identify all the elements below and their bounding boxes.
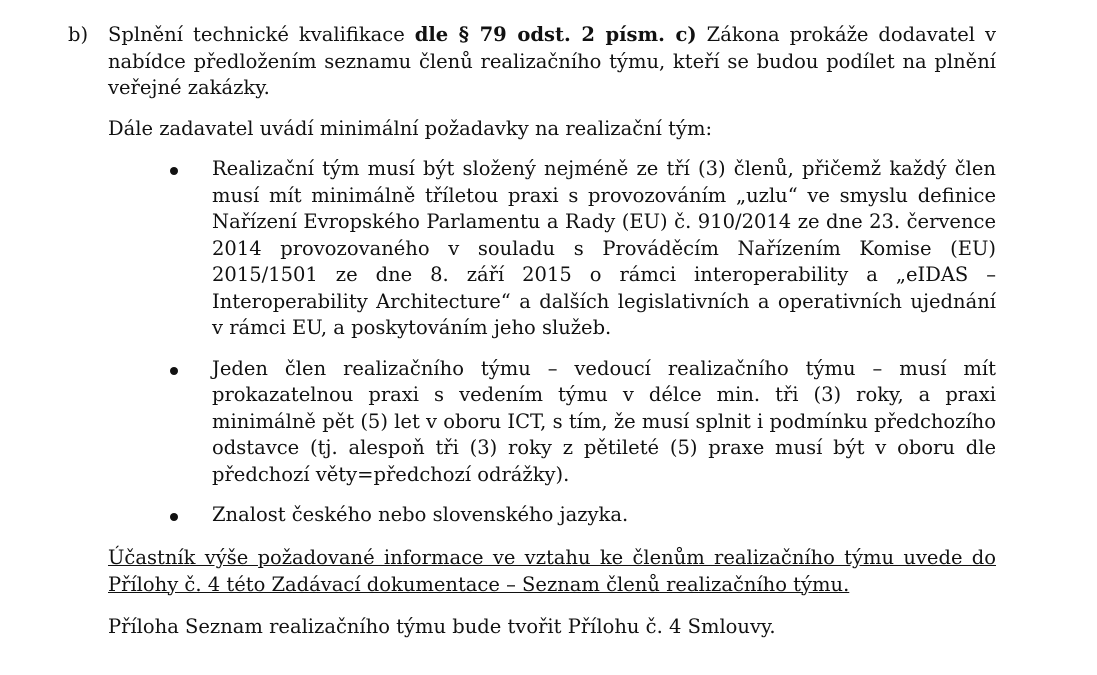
legal-reference-bold: dle § 79 odst. 2 písm. c)	[414, 23, 697, 46]
annex-note: Příloha Seznam realizačního týmu bude tvořit Přílohu č. 4 Smlouvy.	[108, 615, 776, 638]
list-item-text: Znalost českého nebo slovenského jazyka.	[212, 503, 629, 526]
list-item	[170, 156, 996, 342]
list-item	[170, 356, 996, 489]
technical-qualification-paragraph	[108, 22, 996, 102]
paragraph-text-start: Splnění technické kvalifikace	[108, 23, 415, 46]
paragraph-text-end: Zákona prokáže dodavatel v nabídce předložením seznamu členů realizačního týmu, kteří se budou podílet na plnění veřejné zakázky.	[108, 23, 996, 99]
requirements-list	[170, 156, 996, 543]
bullet-icon	[170, 167, 178, 175]
section-marker: b)	[68, 23, 89, 46]
list-item	[170, 502, 996, 529]
bullet-icon	[170, 513, 178, 521]
bullet-icon	[170, 367, 178, 375]
list-item-text: Realizační tým musí být složený nejméně ze tří (3) členů, přičemž každý člen musí mít minimálně tříletou praxi s provozováním „uzlu“ ve smyslu definice Nařízení Evropského Parlamentu a Rady (EU) č. 910/2014 ze dne 23. července 2014 provozovaného v souladu s Prováděcím Nařízením Komise (EU) 2015/1501 ze dne 8. září 2015 o rámci interoperability a „eIDAS – Interoperability Architecture“ a dalších legislativních a operativních ujednání v rámci EU, a poskytováním jeho služeb.	[212, 157, 996, 339]
submission-note-underlined: Účastník výše požadované informace ve vztahu ke členům realizačního týmu uvede do Přílohy č. 4 této Zadávací dokumentace – Seznam členů realizačního týmu.	[108, 546, 996, 596]
list-item-text: Jeden člen realizačního týmu – vedoucí realizačního týmu – musí mít prokazatelnou praxi s vedením týmu v délce min. tři (3) roky, a praxi minimálně pět (5) let v oboru ICT, s tím, že musí splnit i podmínku předchozího odstavce (tj. alespoň tři (3) roky z pětileté (5) praxe musí být v oboru dle předchozí věty=předchozí odrážky).	[212, 356, 996, 486]
requirements-intro: Dále zadavatel uvádí minimální požadavky na realizační tým:	[108, 117, 713, 140]
